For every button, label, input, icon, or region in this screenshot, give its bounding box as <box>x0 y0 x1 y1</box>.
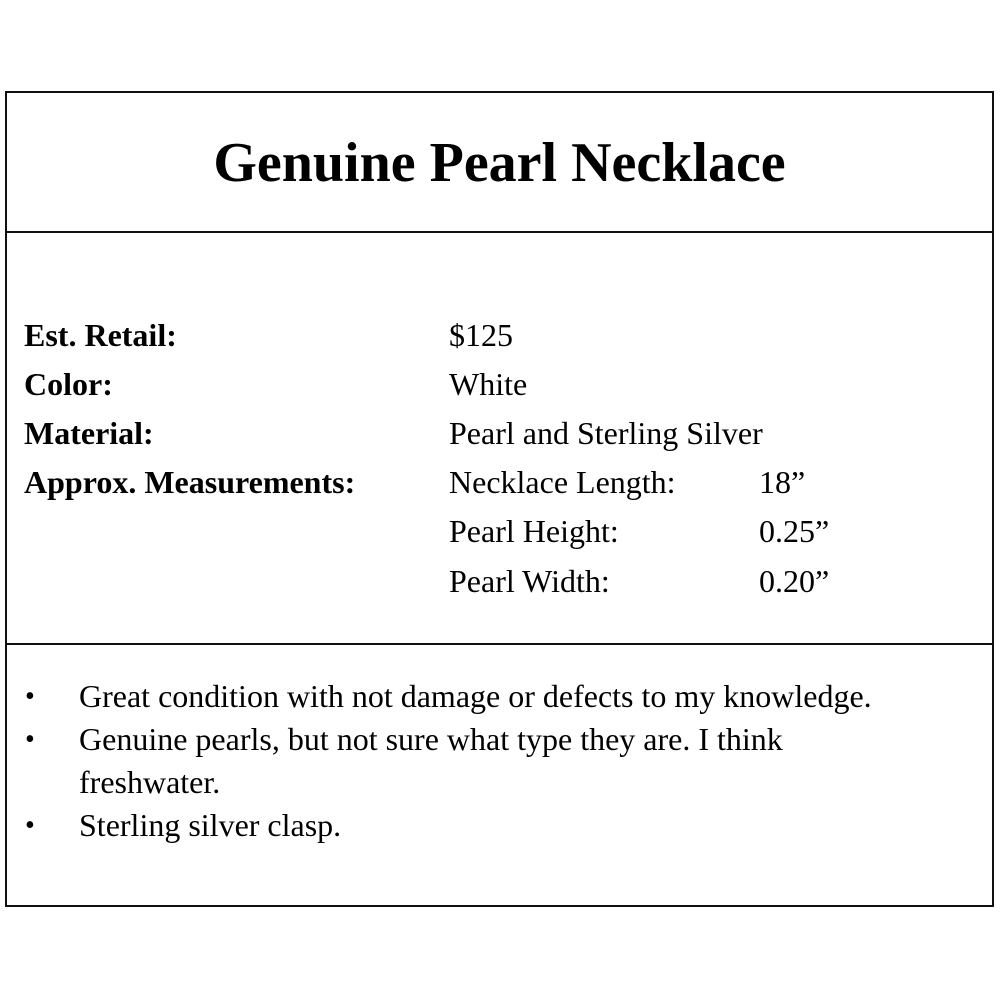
necklace-length-value: 18” <box>759 464 806 500</box>
material-row <box>7 409 992 458</box>
est-retail-label: Est. Retail: <box>24 317 177 353</box>
note-text: Great condition with not damage or defects to my knowledge. <box>79 678 872 714</box>
bullet-icon: • <box>25 681 35 712</box>
pearl-height-value: 0.25” <box>759 513 830 549</box>
est-retail-value: $125 <box>449 317 513 353</box>
pearl-width-value: 0.20” <box>759 563 830 599</box>
listing-card <box>5 91 994 907</box>
list-item <box>7 675 992 718</box>
page-title: Genuine Pearl Necklace <box>213 132 786 194</box>
pearl-width-row <box>7 557 992 606</box>
list-item <box>7 804 992 847</box>
color-value: White <box>449 366 528 402</box>
measurements-label: Approx. Measurements: <box>24 464 356 500</box>
bullet-icon: • <box>25 724 35 755</box>
material-value: Pearl and Sterling Silver <box>449 415 763 451</box>
title-section <box>7 93 992 233</box>
notes-list <box>7 675 992 847</box>
material-label: Material: <box>24 415 154 451</box>
list-item <box>7 718 992 804</box>
note-text: Genuine pearls, but not sure what type they are. I think freshwater. <box>79 721 783 800</box>
pearl-height-row <box>7 507 992 556</box>
note-text: Sterling silver clasp. <box>79 807 342 843</box>
bullet-icon: • <box>25 810 35 841</box>
est-retail-row <box>7 311 992 360</box>
color-row <box>7 360 992 409</box>
notes-section <box>7 645 992 905</box>
pearl-height-label: Pearl Height: <box>449 513 619 549</box>
necklace-length-label: Necklace Length: <box>449 464 676 500</box>
pearl-width-label: Pearl Width: <box>449 563 610 599</box>
measurements-row <box>7 458 992 507</box>
details-section <box>7 233 992 645</box>
color-label: Color: <box>24 366 113 402</box>
